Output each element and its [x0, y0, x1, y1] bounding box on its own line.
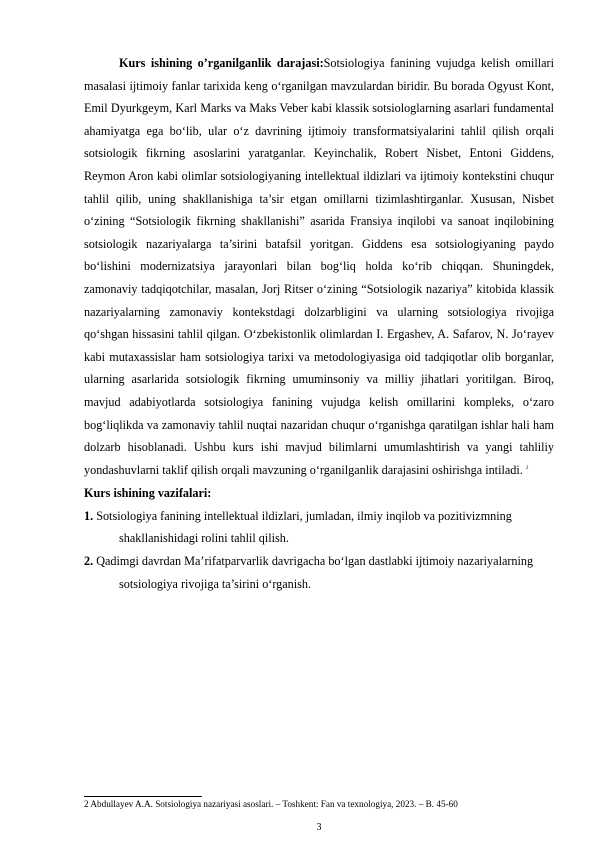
- page-content: [84, 52, 554, 595]
- tasks-heading: Kurs ishining vazifalari:: [84, 486, 212, 501]
- page-number: 3: [316, 822, 322, 833]
- footnote-text: 2 Abdullayev A.A. Sotsiologiya nazariyasi asoslari. – Toshkent: Fan va texnologiya, 2023. – B. 45-60: [84, 799, 458, 809]
- intro-body: Sotsiologiya fanining vujudga kelish omillari masalasi ijtimoiy fanlar tarixida keng o‘rganilgan mavzulardan biridir. Bu borada Ogyust Kont, Emil Dyurkgeym, Karl Marks va Maks Veber kabi klassik sotsiologlarning asarlari fundamental ahamiyatga ega bo‘lib, ular o‘z davrining ijtimoiy transformatsiyalarini tahlil qilish orqali sotsiologik fikrning asoslarini yaratganlar. Keyinchalik, Robert Nisbet, Entoni Giddens, Reymon Aron kabi olimlar sotsiologiyaning intellektual ildizlari va ijtimoiy kontekstini chuqur tahlil qilib, uning shakllanishiga ta’sir etgan omillarni tizimlashtirganlar. Xususan, Nisbet o‘zining “Sotsiologik fikrning shakllanishi” asarida Fransiya inqilobi va sanoat inqilobining sotsiologik nazariyalarga ta’sirini batafsil yoritgan. Giddens esa sotsiologiyaning paydo bo‘lishini modernizatsiya jarayonlari bilan bog‘liq holda ko‘rib chiqqan. Shuningdek, zamonaviy tadqiqotchilar, masalan, Jorj Ritser o‘zining “Sotsiologik nazariya” kitobida klassik nazariyalarning zamonaviy kontekstdagi dolzarbligini va ularning sotsiologiya rivojiga qo‘shgan hissasini tahlil qilgan. O‘zbekistonlik olimlardan I. Ergashev, A. Safarov, N. Jo‘rayev kabi mutaxassislar ham sotsiologiya tarixi va metodologiyasiga oid tadqiqotlar olib borganlar, ularning asarlarida sotsiologik fikrning umuminsoniy va milliy jihatlari yoritilgan. Biroq, mavjud adabiyotlarda sotsiologiya fanining vujudga kelish omillarini kompleks, o‘zaro bog‘liqlikda va zamonaviy tahlil nuqtai nazaridan chuqur o‘rganishga qaratilgan ishlar hali ham dolzarb hisoblanadi. Ushbu kurs ishi mavjud bilimlarni umumlashtirish va yangi tahliliy yondashuvlarni taklif qilish orqali mavzuning o‘rganilganlik darajasini oshirishga intiladi.: [84, 56, 554, 477]
- task-number: 1.: [84, 508, 94, 523]
- task-item: [84, 505, 554, 550]
- intro-paragraph: [84, 52, 554, 481]
- intro-lead: Kurs ishining o’rganilganlik darajasi:: [119, 56, 324, 70]
- footnote-divider: [84, 796, 202, 797]
- task-text: Qadimgi davrdan Ma’rifatparvarlik davrigacha bo‘lgan dastlabki ijtimoiy nazariyalarning sotsiologiya rivojiga ta’sirini o‘rganish.: [96, 554, 534, 591]
- footnote-reference[interactable]: 2: [525, 465, 529, 471]
- task-item: [84, 550, 554, 595]
- task-text: Sotsiologiya fanining intellektual ildizlari, jumladan, ilmiy inqilob va pozitivizmning shakllanishidagi rolini tahlil qilish.: [96, 508, 512, 546]
- task-number: 2.: [84, 554, 94, 569]
